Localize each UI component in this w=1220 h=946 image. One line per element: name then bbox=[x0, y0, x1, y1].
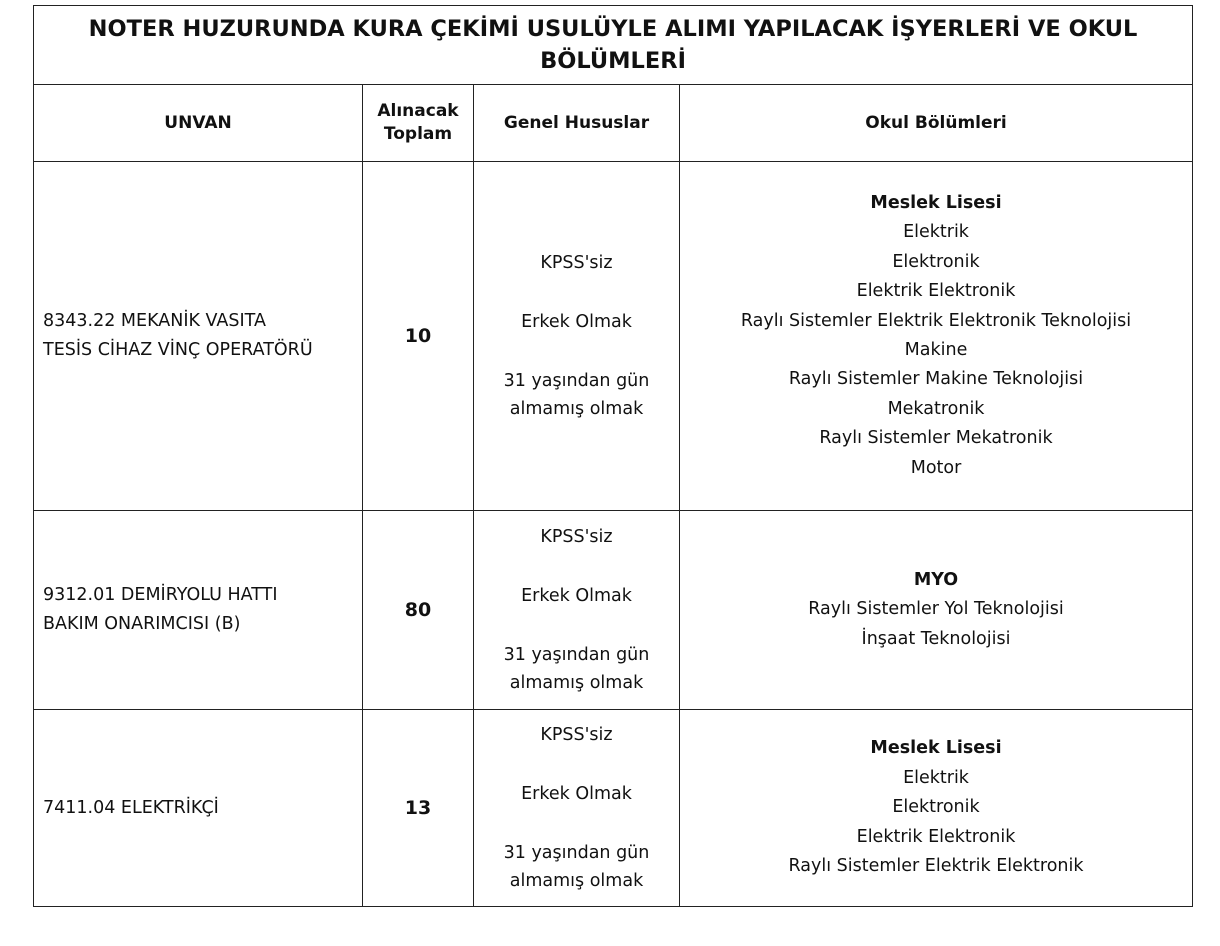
unvan-line: 8343.22 MEKANİK VASITA bbox=[43, 311, 266, 331]
okul-item: Elektronik bbox=[892, 797, 980, 818]
genel-line: 31 yaşından gün bbox=[503, 843, 650, 863]
document-title-line2: BÖLÜMLERİ bbox=[540, 48, 686, 74]
unvan-line: 7411.04 ELEKTRİKÇİ bbox=[43, 797, 219, 818]
table-row bbox=[34, 511, 1193, 710]
table-row bbox=[34, 710, 1193, 907]
count-cell: 10 bbox=[363, 162, 474, 511]
genel-line: Erkek Olmak bbox=[521, 312, 632, 332]
genel-line: KPSS'siz bbox=[540, 253, 613, 273]
okul-item: Raylı Sistemler Makine Teknolojisi bbox=[788, 369, 1084, 390]
okul-item: Makine bbox=[904, 340, 968, 360]
okul-item: Raylı Sistemler Mekatronik bbox=[819, 428, 1053, 449]
document-title-line1: NOTER HUZURUNDA KURA ÇEKİMİ USULÜYLE ALIMI YAPILACAK İŞYERLERİ VE OKUL bbox=[88, 16, 1138, 42]
okul-heading: MYO bbox=[913, 569, 959, 590]
table-row bbox=[34, 162, 1193, 511]
document-title bbox=[34, 6, 1193, 85]
okul-heading: Meslek Lisesi bbox=[870, 192, 1002, 213]
count-cell: 13 bbox=[363, 710, 474, 907]
okul-item: Elektrik bbox=[903, 767, 969, 788]
count-cell: 80 bbox=[363, 511, 474, 710]
genel-cell bbox=[474, 511, 680, 710]
genel-line: Erkek Olmak bbox=[521, 784, 632, 804]
genel-line: Erkek Olmak bbox=[521, 586, 632, 606]
unvan-cell bbox=[34, 710, 363, 907]
genel-line: almamış olmak bbox=[509, 871, 644, 891]
header-genel-hususlar: Genel Hususlar bbox=[474, 85, 680, 162]
unvan-line: TESİS CİHAZ VİNÇ OPERATÖRÜ bbox=[43, 340, 313, 360]
genel-line: KPSS'siz bbox=[540, 527, 613, 547]
genel-line: almamış olmak bbox=[509, 399, 644, 419]
okul-cell bbox=[680, 710, 1193, 907]
header-alinacak-line2: Toplam bbox=[383, 124, 453, 144]
okul-item: Elektronik bbox=[892, 251, 980, 272]
okul-item: Elektrik Elektronik bbox=[856, 281, 1016, 302]
header-row bbox=[34, 85, 1193, 162]
genel-line: 31 yaşından gün bbox=[503, 645, 650, 665]
recruitment-table bbox=[33, 5, 1193, 907]
unvan-cell bbox=[34, 162, 363, 511]
genel-line: almamış olmak bbox=[509, 673, 644, 693]
genel-cell bbox=[474, 710, 680, 907]
okul-item: İnşaat Teknolojisi bbox=[861, 628, 1011, 649]
header-alinacak-line1: Alınacak bbox=[377, 101, 459, 121]
header-okul-bolumleri: Okul Bölümleri bbox=[680, 85, 1193, 162]
okul-cell bbox=[680, 511, 1193, 710]
unvan-line: BAKIM ONARIMCISI (B) bbox=[43, 614, 241, 634]
okul-item: Raylı Sistemler Elektrik Elektronik bbox=[788, 856, 1084, 877]
header-unvan: UNVAN bbox=[34, 85, 363, 162]
unvan-cell bbox=[34, 511, 363, 710]
genel-line: 31 yaşından gün bbox=[503, 371, 650, 391]
okul-item: Elektrik bbox=[903, 222, 969, 243]
okul-item: Raylı Sistemler Elektrik Elektronik Teknolojisi bbox=[740, 310, 1132, 331]
okul-heading: Meslek Lisesi bbox=[870, 738, 1002, 759]
okul-item: Motor bbox=[910, 457, 962, 478]
okul-cell bbox=[680, 162, 1193, 511]
unvan-line: 9312.01 DEMİRYOLU HATTI bbox=[43, 585, 278, 605]
okul-item: Elektrik Elektronik bbox=[856, 826, 1016, 847]
genel-line: KPSS'siz bbox=[540, 725, 613, 745]
genel-cell bbox=[474, 162, 680, 511]
header-alinacak-toplam bbox=[363, 85, 474, 162]
title-row bbox=[34, 6, 1193, 85]
okul-item: Raylı Sistemler Yol Teknolojisi bbox=[808, 599, 1064, 620]
okul-item: Mekatronik bbox=[887, 398, 985, 419]
